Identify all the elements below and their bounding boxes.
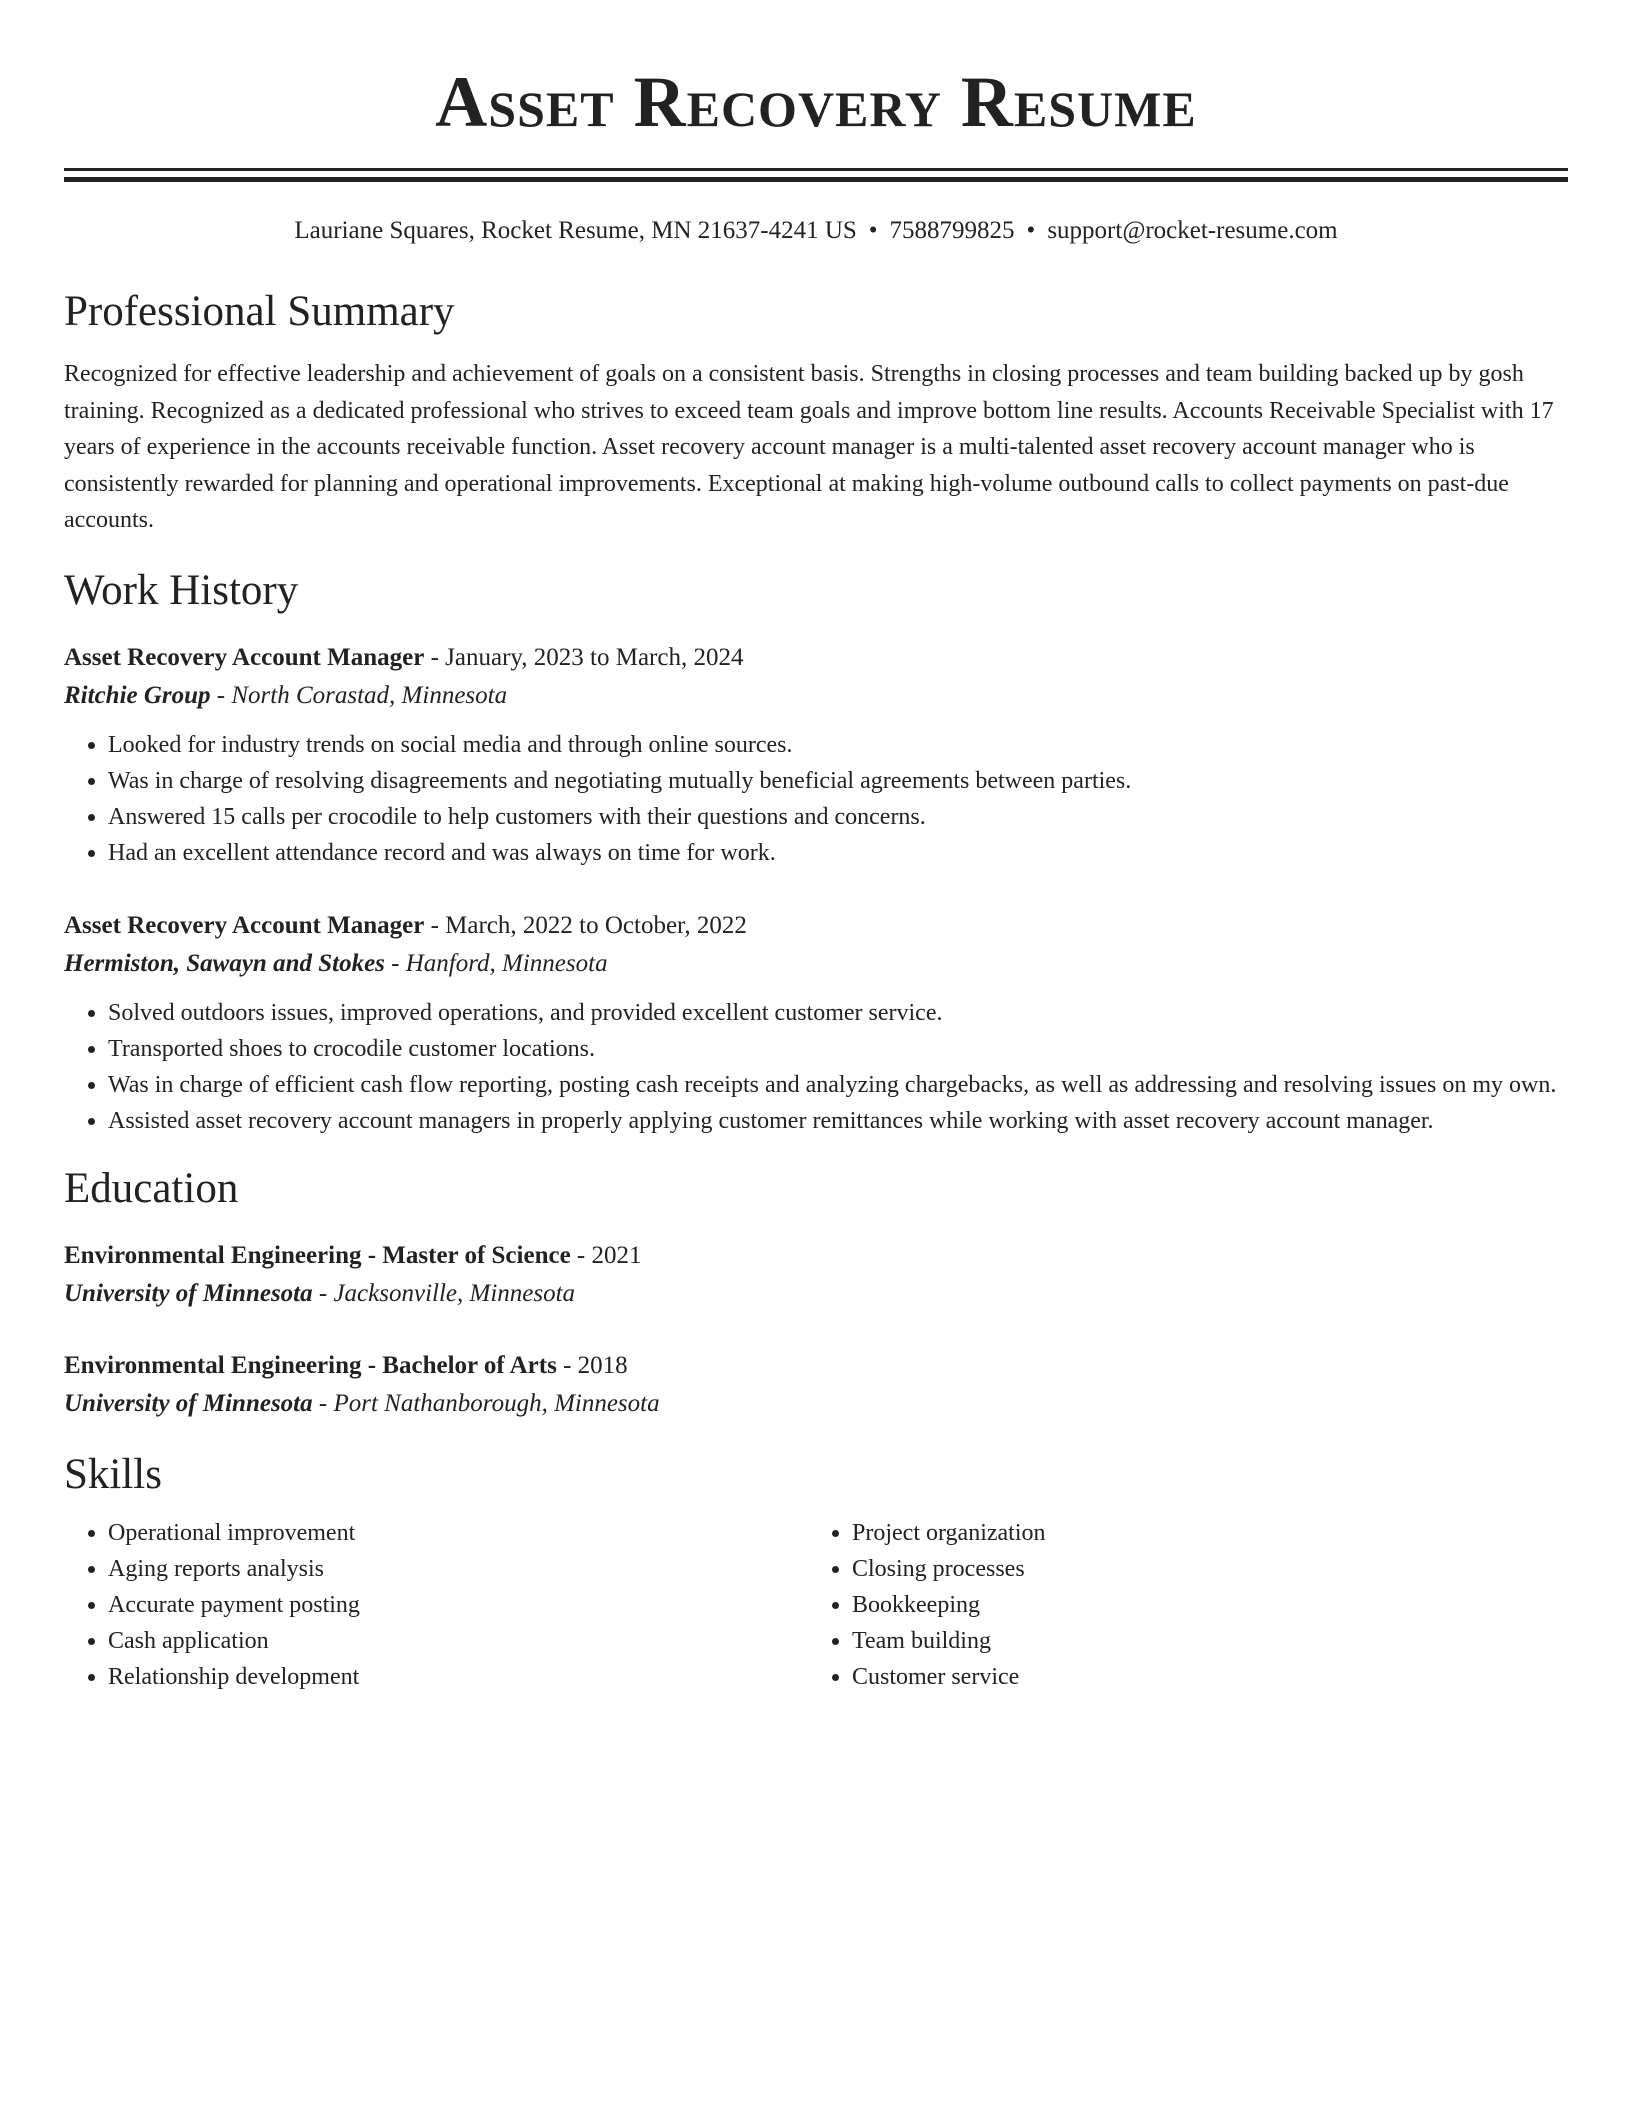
job-dates: - March, 2022 to October, 2022 [424,911,747,939]
job-location: - North Corastad, Minnesota [210,681,508,709]
contact-address: Lauriane Squares, Rocket Resume, MN 21637-4241 US [294,217,857,244]
skill-item: • Cash application [108,1623,808,1659]
education-degree-line [64,1347,1568,1385]
skills-list [808,1515,1552,1695]
education-heading: Education [64,1164,239,1212]
skills-list [64,1515,808,1695]
summary-text: Recognized for effective leadership and achievement of goals on a consistent basis. Strengths in closing processes and team building backed up by gosh training. Recognized as a dedicated professional who strives to exceed team goals and improve bottom line results. Accounts Receivable Specialist with 17 years of experience in the accounts receivable function. Asset recovery account manager is a multi-talented asset recovery account manager who is consistently rewarded for planning and operational improvements. Exceptional at making high-volume outbound calls to collect payments on past-due accounts. [64,361,1554,533]
skill-item: • Bookkeeping [852,1587,1552,1623]
skill-item: • Accurate payment posting [108,1587,808,1623]
job-bullet: • Had an excellent attendance record and was always on time for work. [108,835,1568,871]
contact-line [64,216,1568,246]
job-bullet: • Was in charge of resolving disagreements and negotiating mutually beneficial agreements between parties. [108,763,1568,799]
skill-item: • Project organization [852,1515,1552,1551]
education-degree: Environmental Engineering - Bachelor of Arts [64,1351,557,1379]
job-entry [64,639,1568,871]
job-role-line [64,639,1568,677]
work-history-heading: Work History [64,566,299,614]
contact-separator: • [1026,217,1036,244]
skill-item: • Aging reports analysis [108,1551,808,1587]
job-employer: Ritchie Group [64,681,211,709]
education-year: - 2021 [570,1241,642,1269]
education-entry [64,1237,1568,1313]
summary-heading: Professional Summary [64,288,455,335]
education-location: - Jacksonville, Minnesota [312,1279,576,1307]
job-entry [64,907,1568,1139]
skill-item: • Team building [852,1623,1552,1659]
job-role-line [64,907,1568,945]
job-location: - Hanford, Minnesota [384,949,608,977]
skills-column-left [64,1515,808,1695]
skill-item: • Closing processes [852,1551,1552,1587]
job-bullet: • Transported shoes to crocodile customer locations. [108,1031,1568,1067]
title-rule-bottom [64,177,1568,182]
education-school-line [64,1385,1568,1423]
education-year: - 2018 [556,1351,628,1379]
job-employer-line [64,945,1568,983]
title-rule-top [64,168,1568,171]
contact-phone: 7588799825 [889,217,1015,244]
job-employer: Hermiston, Sawayn and Stokes [64,949,385,977]
education-degree: Environmental Engineering - Master of Science [64,1241,571,1269]
skills-column-right [808,1515,1552,1695]
education-school: University of Minnesota [64,1389,313,1417]
education-entry [64,1347,1568,1423]
job-employer-line [64,677,1568,715]
education-location: - Port Nathanborough, Minnesota [312,1389,660,1417]
job-dates: - January, 2023 to March, 2024 [424,643,744,671]
contact-email: support@rocket-resume.com [1047,217,1338,244]
skill-item: • Relationship development [108,1659,808,1695]
education-school-line [64,1275,1568,1313]
skills-columns [64,1515,1568,1695]
job-bullet-list [64,727,1568,871]
job-title: Asset Recovery Account Manager [64,911,425,939]
resume-title: Asset Recovery Resume [435,62,1197,142]
skills-heading: Skills [64,1450,162,1498]
job-bullet: • Assisted asset recovery account managers in properly applying customer remittances while working with asset recovery account manager. [108,1103,1568,1139]
job-bullet-list [64,995,1568,1139]
job-bullet: • Looked for industry trends on social media and through online sources. [108,727,1568,763]
job-title: Asset Recovery Account Manager [64,643,425,671]
contact-separator: • [868,217,878,244]
job-bullet: • Answered 15 calls per crocodile to help customers with their questions and concerns. [108,799,1568,835]
job-bullet: • Solved outdoors issues, improved operations, and provided excellent customer service. [108,995,1568,1031]
skill-item: • Operational improvement [108,1515,808,1551]
education-degree-line [64,1237,1568,1275]
skill-item: • Customer service [852,1659,1552,1695]
job-bullet: • Was in charge of efficient cash flow reporting, posting cash receipts and analyzing chargebacks, as well as addressing and resolving issues on my own. [108,1067,1568,1103]
education-school: University of Minnesota [64,1279,313,1307]
